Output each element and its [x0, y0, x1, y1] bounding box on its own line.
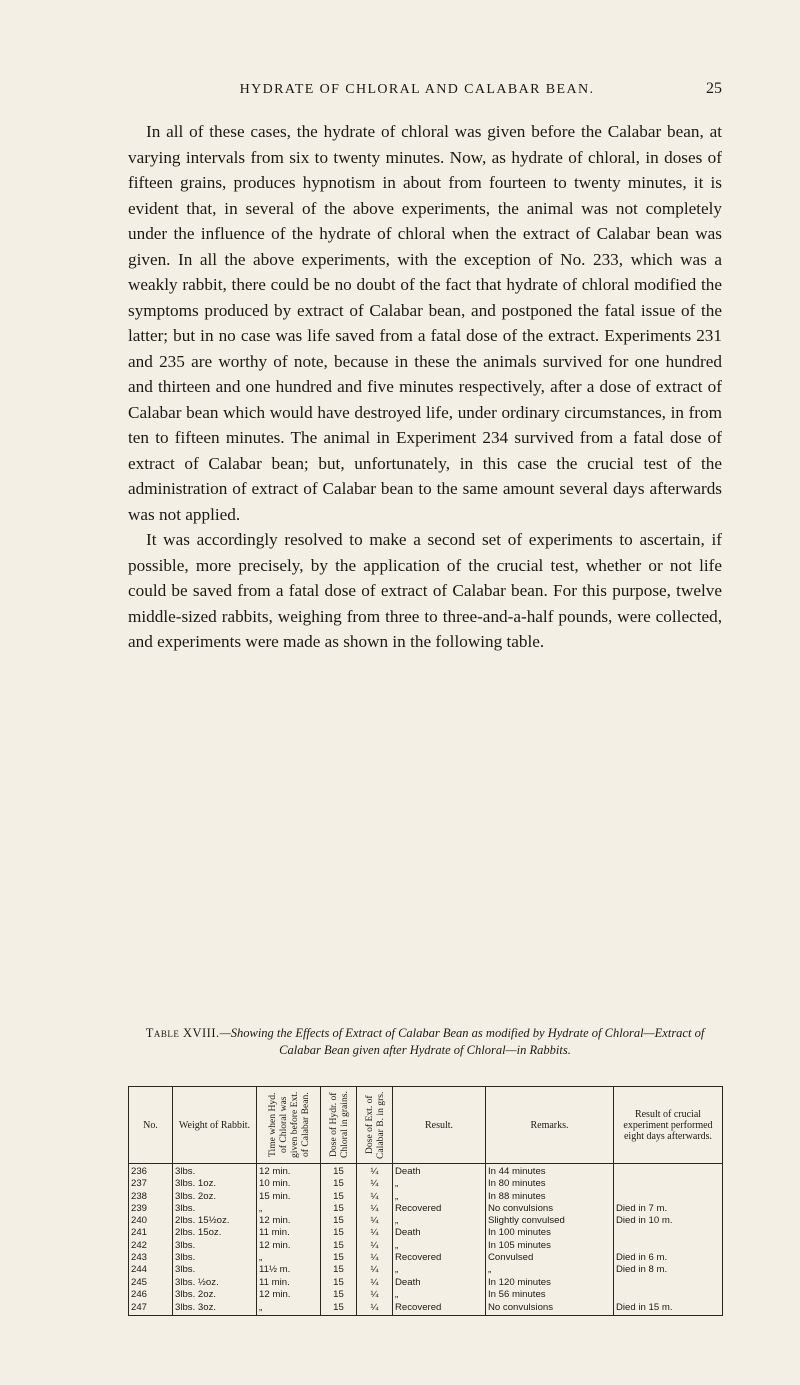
cell-remarks: „	[486, 1264, 614, 1276]
cell-time: 11½ m.	[257, 1264, 321, 1276]
header-no: No.	[129, 1087, 173, 1164]
body-text	[128, 119, 722, 655]
cell-remarks: In 88 minutes	[486, 1191, 614, 1203]
header-dose-bean-label: Dose of Ext. of Calabar B. in grs.	[363, 1091, 386, 1159]
table-row	[129, 1264, 723, 1276]
cell-dose-chloral: 15	[321, 1277, 357, 1289]
cell-weight: 2lbs. 15½oz.	[173, 1215, 257, 1227]
cell-no: 244	[129, 1264, 173, 1276]
cell-dose-bean: ¼	[357, 1264, 393, 1276]
cell-result: „	[393, 1289, 486, 1301]
cell-weight: 3lbs.	[173, 1203, 257, 1215]
cell-crucial	[614, 1227, 723, 1239]
cell-dose-bean: ¼	[357, 1227, 393, 1239]
cell-weight: 3lbs.	[173, 1252, 257, 1264]
cell-crucial	[614, 1240, 723, 1252]
cell-weight: 3lbs. 3oz.	[173, 1301, 257, 1316]
cell-result: Recovered	[393, 1252, 486, 1264]
cell-remarks: Convulsed	[486, 1252, 614, 1264]
header-dose-chloral-label: Dose of Hydr. of Chloral in grains.	[327, 1091, 350, 1159]
cell-dose-bean: ¼	[357, 1252, 393, 1264]
cell-dose-bean: ¼	[357, 1164, 393, 1179]
cell-crucial: Died in 8 m.	[614, 1264, 723, 1276]
cell-no: 240	[129, 1215, 173, 1227]
cell-time: „	[257, 1203, 321, 1215]
cell-dose-chloral: 15	[321, 1264, 357, 1276]
cell-no: 243	[129, 1252, 173, 1264]
cell-no: 241	[129, 1227, 173, 1239]
cell-weight: 3lbs.	[173, 1240, 257, 1252]
cell-dose-chloral: 15	[321, 1203, 357, 1215]
cell-time: 11 min.	[257, 1277, 321, 1289]
table-body	[129, 1164, 723, 1316]
running-head: HYDRATE OF CHLORAL AND CALABAR BEAN.	[239, 82, 595, 97]
cell-no: 245	[129, 1277, 173, 1289]
cell-dose-bean: ¼	[357, 1215, 393, 1227]
cell-weight: 3lbs.	[173, 1164, 257, 1179]
cell-result: Death	[393, 1227, 486, 1239]
cell-crucial	[614, 1178, 723, 1190]
cell-dose-bean: ¼	[357, 1203, 393, 1215]
header-result: Result.	[393, 1087, 486, 1164]
cell-time: 12 min.	[257, 1164, 321, 1179]
cell-result: Recovered	[393, 1203, 486, 1215]
cell-crucial: Died in 10 m.	[614, 1215, 723, 1227]
cell-dose-chloral: 15	[321, 1289, 357, 1301]
cell-remarks: Slightly convulsed	[486, 1215, 614, 1227]
cell-result: „	[393, 1215, 486, 1227]
cell-time: 10 min.	[257, 1178, 321, 1190]
cell-dose-bean: ¼	[357, 1289, 393, 1301]
cell-weight: 3lbs. 1oz.	[173, 1178, 257, 1190]
header-dose-bean	[357, 1087, 393, 1164]
table-header-row	[129, 1087, 723, 1164]
cell-time: 15 min.	[257, 1191, 321, 1203]
cell-crucial: Died in 7 m.	[614, 1203, 723, 1215]
cell-no: 238	[129, 1191, 173, 1203]
paragraph: In all of these cases, the hydrate of chloral was given before the Calabar bean, at varying intervals from six to twenty minutes. Now, as hydrate of chloral, in doses of fifteen grains, produces hypnotism in about from fourteen to twenty minutes, it is evident that, in several of the above experiments, the animal was not completely under the influence of the hydrate of chloral when the extract of Calabar bean was given. In all the above experiments, with the exception of No. 233, which was a weakly rabbit, there could be no doubt of the fact that hydrate of chloral modified the symptoms produced by extract of Calabar bean, and postponed the fatal issue of the latter; but in no case was life saved from a fatal dose of the extract. Experiments 231 and 235 are worthy of note, because in these the animals survived for one hundred and thirteen and one hundred and five minutes respectively, after a dose of extract of Calabar bean which would have destroyed life, under ordinary circumstances, in from ten to fifteen minutes. The animal in Experiment 234 survived from a fatal dose of extract of Calabar bean; but, unfortunately, in this case the crucial test of the administration of extract of Calabar bean to the same amount several days afterwards was not applied.	[128, 122, 722, 524]
cell-no: 246	[129, 1289, 173, 1301]
cell-weight: 3lbs. 2oz.	[173, 1289, 257, 1301]
cell-crucial	[614, 1277, 723, 1289]
table-caption-lead: Table XVIII.	[145, 1026, 220, 1040]
page-number: 25	[706, 80, 722, 97]
cell-time: 12 min.	[257, 1240, 321, 1252]
table-row	[129, 1301, 723, 1316]
table-row	[129, 1215, 723, 1227]
table-row	[129, 1178, 723, 1190]
cell-weight: 2lbs. 15oz.	[173, 1227, 257, 1239]
cell-dose-chloral: 15	[321, 1227, 357, 1239]
cell-crucial: Died in 6 m.	[614, 1252, 723, 1264]
table-row	[129, 1240, 723, 1252]
cell-dose-chloral: 15	[321, 1191, 357, 1203]
table-row	[129, 1289, 723, 1301]
cell-result: „	[393, 1240, 486, 1252]
cell-result: Death	[393, 1277, 486, 1289]
table-caption	[128, 1025, 722, 1058]
experiment-table	[128, 1086, 723, 1316]
cell-time: 12 min.	[257, 1289, 321, 1301]
table-row	[129, 1227, 723, 1239]
cell-result: Recovered	[393, 1301, 486, 1316]
cell-no: 242	[129, 1240, 173, 1252]
cell-dose-bean: ¼	[357, 1191, 393, 1203]
table-row	[129, 1191, 723, 1203]
cell-time: „	[257, 1252, 321, 1264]
table-caption-text: —Showing the Effects of Extract of Calabar Bean as modified by Hydrate of Chloral—Extract of Calabar Bean given after Hydrate of Chloral—in Rabbits.	[219, 1026, 705, 1057]
cell-remarks: In 105 minutes	[486, 1240, 614, 1252]
cell-remarks: No convulsions	[486, 1203, 614, 1215]
cell-dose-bean: ¼	[357, 1178, 393, 1190]
header-time-label: Time when Hyd. of Chloral was given before Ext. of Calabar Bean.	[266, 1091, 311, 1159]
cell-crucial	[614, 1164, 723, 1179]
cell-crucial	[614, 1289, 723, 1301]
cell-crucial: Died in 15 m.	[614, 1301, 723, 1316]
header-time	[257, 1087, 321, 1164]
cell-dose-chloral: 15	[321, 1215, 357, 1227]
page-header	[128, 80, 722, 98]
cell-dose-bean: ¼	[357, 1240, 393, 1252]
table-row	[129, 1277, 723, 1289]
cell-no: 247	[129, 1301, 173, 1316]
table-row	[129, 1252, 723, 1264]
cell-result: „	[393, 1178, 486, 1190]
header-weight: Weight of Rabbit.	[173, 1087, 257, 1164]
table-row	[129, 1203, 723, 1215]
cell-time: 11 min.	[257, 1227, 321, 1239]
cell-no: 237	[129, 1178, 173, 1190]
cell-crucial	[614, 1191, 723, 1203]
header-crucial: Result of crucial experiment performed eight days afterwards.	[614, 1087, 723, 1164]
cell-remarks: No convulsions	[486, 1301, 614, 1316]
header-dose-chloral	[321, 1087, 357, 1164]
cell-weight: 3lbs. ½oz.	[173, 1277, 257, 1289]
cell-dose-bean: ¼	[357, 1301, 393, 1316]
cell-remarks: In 44 minutes	[486, 1164, 614, 1179]
cell-dose-chloral: 15	[321, 1164, 357, 1179]
cell-result: Death	[393, 1164, 486, 1179]
cell-remarks: In 56 minutes	[486, 1289, 614, 1301]
cell-dose-chloral: 15	[321, 1178, 357, 1190]
cell-no: 239	[129, 1203, 173, 1215]
cell-result: „	[393, 1191, 486, 1203]
cell-remarks: In 80 minutes	[486, 1178, 614, 1190]
cell-dose-chloral: 15	[321, 1240, 357, 1252]
cell-dose-chloral: 15	[321, 1301, 357, 1316]
cell-result: „	[393, 1264, 486, 1276]
paragraph: It was accordingly resolved to make a second set of experiments to ascertain, if possible, more precisely, by the application of the crucial test, whether or not life could be saved from a fatal dose of extract of Calabar bean. For this purpose, twelve middle-sized rabbits, weighing from three to three-and-a-half pounds, were collected, and experiments were made as shown in the following table.	[128, 530, 722, 651]
cell-remarks: In 120 minutes	[486, 1277, 614, 1289]
cell-weight: 3lbs. 2oz.	[173, 1191, 257, 1203]
cell-remarks: In 100 minutes	[486, 1227, 614, 1239]
cell-no: 236	[129, 1164, 173, 1179]
cell-time: 12 min.	[257, 1215, 321, 1227]
cell-dose-chloral: 15	[321, 1252, 357, 1264]
header-remarks: Remarks.	[486, 1087, 614, 1164]
table-row	[129, 1164, 723, 1179]
cell-time: „	[257, 1301, 321, 1316]
cell-weight: 3lbs.	[173, 1264, 257, 1276]
cell-dose-bean: ¼	[357, 1277, 393, 1289]
